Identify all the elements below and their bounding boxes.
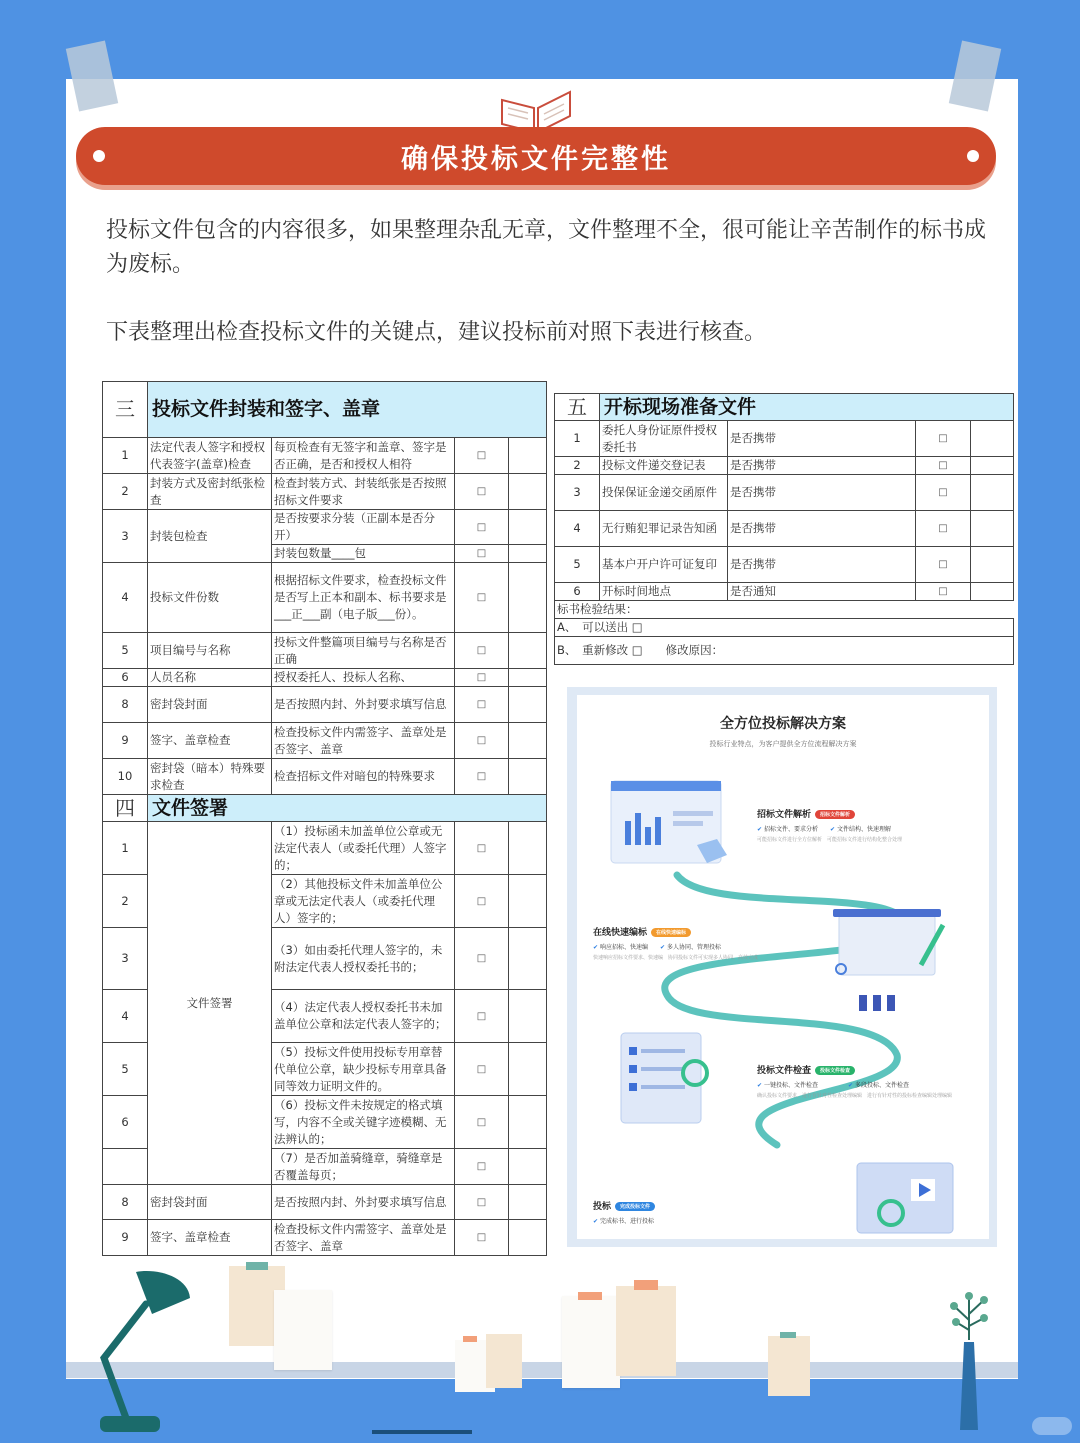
row-req: 是否携带	[728, 547, 916, 583]
step-point: 文件结构、快速理解	[836, 826, 891, 833]
option-b[interactable]: B、 重新修改 □ 修改原因：	[555, 637, 1014, 665]
table-row	[103, 1185, 547, 1220]
table-row	[555, 457, 1014, 475]
row-note	[971, 457, 1014, 475]
row-number: 3	[103, 928, 148, 990]
note-clip-3	[578, 1292, 602, 1300]
step-3	[757, 1063, 952, 1099]
row-note	[971, 547, 1014, 583]
step-detail: 进行有针对性的投标检查编辑处理编辑	[867, 1093, 953, 1099]
row-note	[509, 875, 547, 928]
row-checkbox[interactable]: □	[455, 510, 509, 545]
row-note	[509, 1185, 547, 1220]
option-row-a	[555, 619, 1014, 637]
row-item: 签字、盖章检查	[148, 1220, 272, 1256]
row-desc: 是否按照内封、外封要求填写信息	[272, 1185, 455, 1220]
row-req: 是否携带	[728, 457, 916, 475]
row-checkbox[interactable]: □	[455, 928, 509, 990]
table-row	[103, 822, 547, 875]
step-point: 响应招标、快速编	[599, 944, 648, 951]
step-title: 在线快速编标	[593, 928, 648, 938]
row-desc: （5）投标文件使用投标专用章替代单位公章，缺少投标专用章具备同等效力证明文件的。	[272, 1043, 455, 1096]
step-detail: 可能招标文件进行结构化整合处理	[827, 837, 903, 843]
row-number: 5	[103, 1043, 148, 1096]
result-label: 标书检验结果：	[555, 601, 1014, 619]
step-detail: 确认投标文件要求，进行有针对性检查处理编辑	[757, 1093, 863, 1099]
table-row	[103, 438, 547, 474]
row-item: 签字、盖章检查	[148, 723, 272, 759]
solution-subtitle: 投标行业特点，为客户提供全方位流程解决方案	[709, 740, 857, 748]
intro-paragraph-1: 投标文件包含的内容很多，如果整理杂乱无章，文件整理不全，很可能让辛苦制作的标书成为废标。	[106, 218, 987, 277]
check-icon: ✔	[659, 944, 666, 951]
row-item: 委托人身份证原件授权委托书	[600, 421, 728, 457]
solution-title: 全方位投标解决方案	[720, 716, 846, 732]
row-checkbox[interactable]: □	[455, 1096, 509, 1149]
section-title: 投标文件封装和签字、盖章	[148, 382, 547, 438]
check-icon: ✔	[847, 1082, 854, 1089]
table-row	[103, 633, 547, 669]
table-row	[103, 723, 547, 759]
row-checkbox[interactable]: □	[916, 457, 971, 475]
row-desc: 检查封装方式、封装纸张是否按照招标文件要求	[272, 474, 455, 510]
row-desc: 是否按照内封、外封要求填写信息	[272, 687, 455, 723]
row-checkbox[interactable]: □	[916, 511, 971, 547]
row-note	[509, 1220, 547, 1256]
solution-infographic	[567, 687, 997, 1247]
row-checkbox[interactable]: □	[455, 759, 509, 795]
solution-card	[577, 695, 989, 1239]
step-2	[593, 925, 758, 961]
table-row	[555, 421, 1014, 457]
row-desc: 封装包数量____包	[272, 545, 455, 563]
row-item: 开标时间地点	[600, 583, 728, 601]
table-row	[555, 583, 1014, 601]
note-clip-5	[780, 1332, 796, 1338]
row-desc: 根据招标文件要求，检查投标文件是否写上正本和副本、标书要求是___正___副（电子版___份）。	[272, 563, 455, 633]
row-desc: 检查投标文件内需签字、盖章处是否签字、盖章	[272, 1220, 455, 1256]
note-paper-5	[562, 1296, 620, 1388]
row-desc: （4）法定代表人授权委托书未加盖单位公章和法定代表人签字的；	[272, 990, 455, 1043]
section-number: 三	[103, 382, 148, 438]
checklist-table-right	[554, 393, 1014, 665]
row-checkbox[interactable]: □	[916, 421, 971, 457]
row-item: 无行贿犯罪记录告知函	[600, 511, 728, 547]
option-a[interactable]: A、 可以送出 □	[555, 619, 1014, 637]
row-note	[509, 510, 547, 545]
note-clip-4	[634, 1280, 658, 1290]
step-badge: 招标文件解析	[815, 810, 855, 819]
row-checkbox[interactable]: □	[455, 1149, 509, 1185]
title-dot-left	[93, 150, 105, 162]
step-4	[593, 1199, 655, 1225]
row-checkbox[interactable]: □	[455, 633, 509, 669]
step-detail: 快速响应招标文件要求、快速编	[593, 955, 664, 961]
row-checkbox[interactable]: □	[455, 822, 509, 875]
note-clip-2	[463, 1336, 477, 1342]
watermark-badge	[1032, 1417, 1072, 1435]
row-note	[509, 438, 547, 474]
check-icon: ✔	[757, 1082, 763, 1089]
note-paper-6	[616, 1286, 676, 1376]
row-desc: 授权委托人、投标人名称、	[272, 669, 455, 687]
row-req: 是否通知	[728, 583, 916, 601]
section-title: 开标现场准备文件	[600, 394, 1014, 421]
row-number: 9	[103, 723, 148, 759]
row-checkbox[interactable]: □	[455, 438, 509, 474]
page-title: 确保投标文件完整性	[401, 143, 671, 175]
row-item: 封装包检查	[148, 510, 272, 563]
section-title: 文件签署	[148, 795, 547, 822]
row-desc: 是否按要求分装（正副本是否分开）	[272, 510, 455, 545]
step-badge: 完成投标文件	[615, 1202, 655, 1211]
note-clip-1	[246, 1262, 268, 1270]
row-req: 是否携带	[728, 511, 916, 547]
row-number: 2	[103, 474, 148, 510]
row-item: 人员名称	[148, 669, 272, 687]
row-number: 8	[103, 687, 148, 723]
step-title: 投标文件检查	[757, 1066, 812, 1076]
check-icon: ✔	[829, 826, 836, 833]
row-note	[509, 1043, 547, 1096]
row-desc: 投标文件整篇项目编号与名称是否正确	[272, 633, 455, 669]
row-note	[971, 511, 1014, 547]
row-checkbox[interactable]: □	[455, 990, 509, 1043]
row-number: 6	[103, 669, 148, 687]
result-row	[555, 601, 1014, 619]
desk-edge	[66, 1362, 1018, 1378]
row-req: 是否携带	[728, 475, 916, 511]
row-number: 8	[103, 1185, 148, 1220]
row-note	[971, 583, 1014, 601]
row-number: 10	[103, 759, 148, 795]
title-bar	[76, 127, 996, 185]
row-checkbox[interactable]: □	[455, 563, 509, 633]
desk-ruler	[372, 1430, 472, 1434]
row-note	[509, 759, 547, 795]
row-desc: 每页检查有无签字和盖章、签字是否正确，是否和授权人相符	[272, 438, 455, 474]
table-row	[103, 687, 547, 723]
row-desc: （3）如由委托代理人签字的，未附法定代表人授权委托书的；	[272, 928, 455, 990]
row-checkbox[interactable]: □	[916, 583, 971, 601]
row-item: 投标文件递交登记表	[600, 457, 728, 475]
step-badge: 投标文件检查	[815, 1066, 855, 1075]
row-note	[509, 1149, 547, 1185]
row-checkbox[interactable]: □	[455, 687, 509, 723]
step-title: 投标	[593, 1202, 612, 1212]
step-detail: 可能招标文件进行全方位解析	[757, 837, 823, 843]
row-note	[509, 669, 547, 687]
row-checkbox[interactable]: □	[455, 1043, 509, 1096]
row-item: 投标文件份数	[148, 563, 272, 633]
row-item: 投保保证金递交函原件	[600, 475, 728, 511]
step-point: 招标文件、要求分析	[763, 826, 818, 833]
table-row	[103, 510, 547, 545]
row-checkbox[interactable]: □	[916, 475, 971, 511]
option-row-b	[555, 637, 1014, 665]
table-row	[103, 563, 547, 633]
row-number: 2	[103, 875, 148, 928]
row-number: 2	[555, 457, 600, 475]
row-number: 5	[555, 547, 600, 583]
check-icon: ✔	[757, 826, 763, 833]
row-note	[509, 545, 547, 563]
row-number: 3	[555, 475, 600, 511]
row-number: 9	[103, 1220, 148, 1256]
row-number: 4	[555, 511, 600, 547]
section-header-4	[103, 795, 547, 822]
row-number: 6	[555, 583, 600, 601]
row-desc: （2）其他投标文件未加盖单位公章或无法定代表人（或委托代理人）签字的；	[272, 875, 455, 928]
step-1	[757, 807, 902, 843]
row-number	[103, 1149, 148, 1185]
section-header-5	[555, 394, 1014, 421]
table-row	[103, 759, 547, 795]
check-icon: ✔	[593, 1218, 599, 1225]
table-row	[555, 511, 1014, 547]
row-desc: （1）投标函未加盖单位公章或无法定代表人（或委托代理）人签字的；	[272, 822, 455, 875]
row-item: 封装方式及密封纸张检查	[148, 474, 272, 510]
note-paper-7	[768, 1336, 810, 1396]
checklist-table-left	[102, 381, 547, 1256]
row-item: 法定代表人签字和授权代表签字(盖章)检查	[148, 438, 272, 474]
row-note	[509, 723, 547, 759]
row-number: 1	[103, 438, 148, 474]
step-title: 招标文件解析	[757, 810, 812, 820]
row-desc: 检查招标文件对暗包的特殊要求	[272, 759, 455, 795]
note-paper-2	[274, 1290, 332, 1370]
plant-vase-icon	[944, 1290, 994, 1438]
row-note	[971, 475, 1014, 511]
row-number: 1	[103, 822, 148, 875]
table-row	[103, 669, 547, 687]
row-item: 项目编号与名称	[148, 633, 272, 669]
row-note	[509, 563, 547, 633]
step-point: 一键投标、文件检查	[763, 1082, 818, 1089]
row-item: 密封袋（暗本）特殊要求检查	[148, 759, 272, 795]
row-number: 4	[103, 990, 148, 1043]
row-number: 5	[103, 633, 148, 669]
row-note	[509, 822, 547, 875]
row-note	[509, 474, 547, 510]
row-note	[509, 687, 547, 723]
row-item-group: 文件签署	[148, 822, 272, 1185]
table-row	[103, 474, 547, 510]
row-desc: （6）投标文件未按规定的格式填写，内容不全或关键字迹模糊、无法辨认的；	[272, 1096, 455, 1149]
title-dot-right	[967, 150, 979, 162]
section-header-3	[103, 382, 547, 438]
row-checkbox[interactable]: □	[455, 474, 509, 510]
section-number: 五	[555, 394, 600, 421]
row-checkbox[interactable]: □	[455, 1185, 509, 1220]
step-point: 完成标书、进行投标	[599, 1218, 654, 1225]
row-checkbox[interactable]: □	[455, 545, 509, 563]
row-req: 是否携带	[728, 421, 916, 457]
check-icon: ✔	[593, 944, 599, 951]
row-note	[509, 990, 547, 1043]
row-checkbox[interactable]: □	[455, 723, 509, 759]
row-note	[509, 928, 547, 990]
step-point: 多人协同、管理投标	[666, 944, 721, 951]
row-note	[509, 1096, 547, 1149]
table-row	[555, 475, 1014, 511]
row-note	[971, 421, 1014, 457]
section-number: 四	[103, 795, 148, 822]
row-checkbox[interactable]: □	[455, 875, 509, 928]
row-item: 基本户开户许可证复印	[600, 547, 728, 583]
row-number: 4	[103, 563, 148, 633]
row-desc: （7）是否加盖骑缝章，骑缝章是否覆盖每页；	[272, 1149, 455, 1185]
row-desc: 检查投标文件内需签字、盖章处是否签字、盖章	[272, 723, 455, 759]
step-point: 多段投标、文件检查	[854, 1082, 909, 1089]
intro-paragraph-2: 下表整理出检查投标文件的关键点，建议投标前对照下表进行核查。	[106, 320, 767, 345]
table-row	[555, 547, 1014, 583]
desk-lamp-icon	[96, 1268, 196, 1436]
step-detail: 协同投标文件可实现多人协同、高效完成	[668, 955, 759, 961]
row-checkbox[interactable]: □	[455, 1220, 509, 1256]
step-badge: 在线快速编标	[651, 928, 691, 937]
row-checkbox[interactable]: □	[455, 669, 509, 687]
row-number: 1	[555, 421, 600, 457]
row-item: 密封袋封面	[148, 687, 272, 723]
row-number: 3	[103, 510, 148, 563]
row-item: 密封袋封面	[148, 1185, 272, 1220]
note-paper-4	[486, 1334, 522, 1388]
row-note	[509, 633, 547, 669]
table-row	[103, 1220, 547, 1256]
row-checkbox[interactable]: □	[916, 547, 971, 583]
row-number: 6	[103, 1096, 148, 1149]
